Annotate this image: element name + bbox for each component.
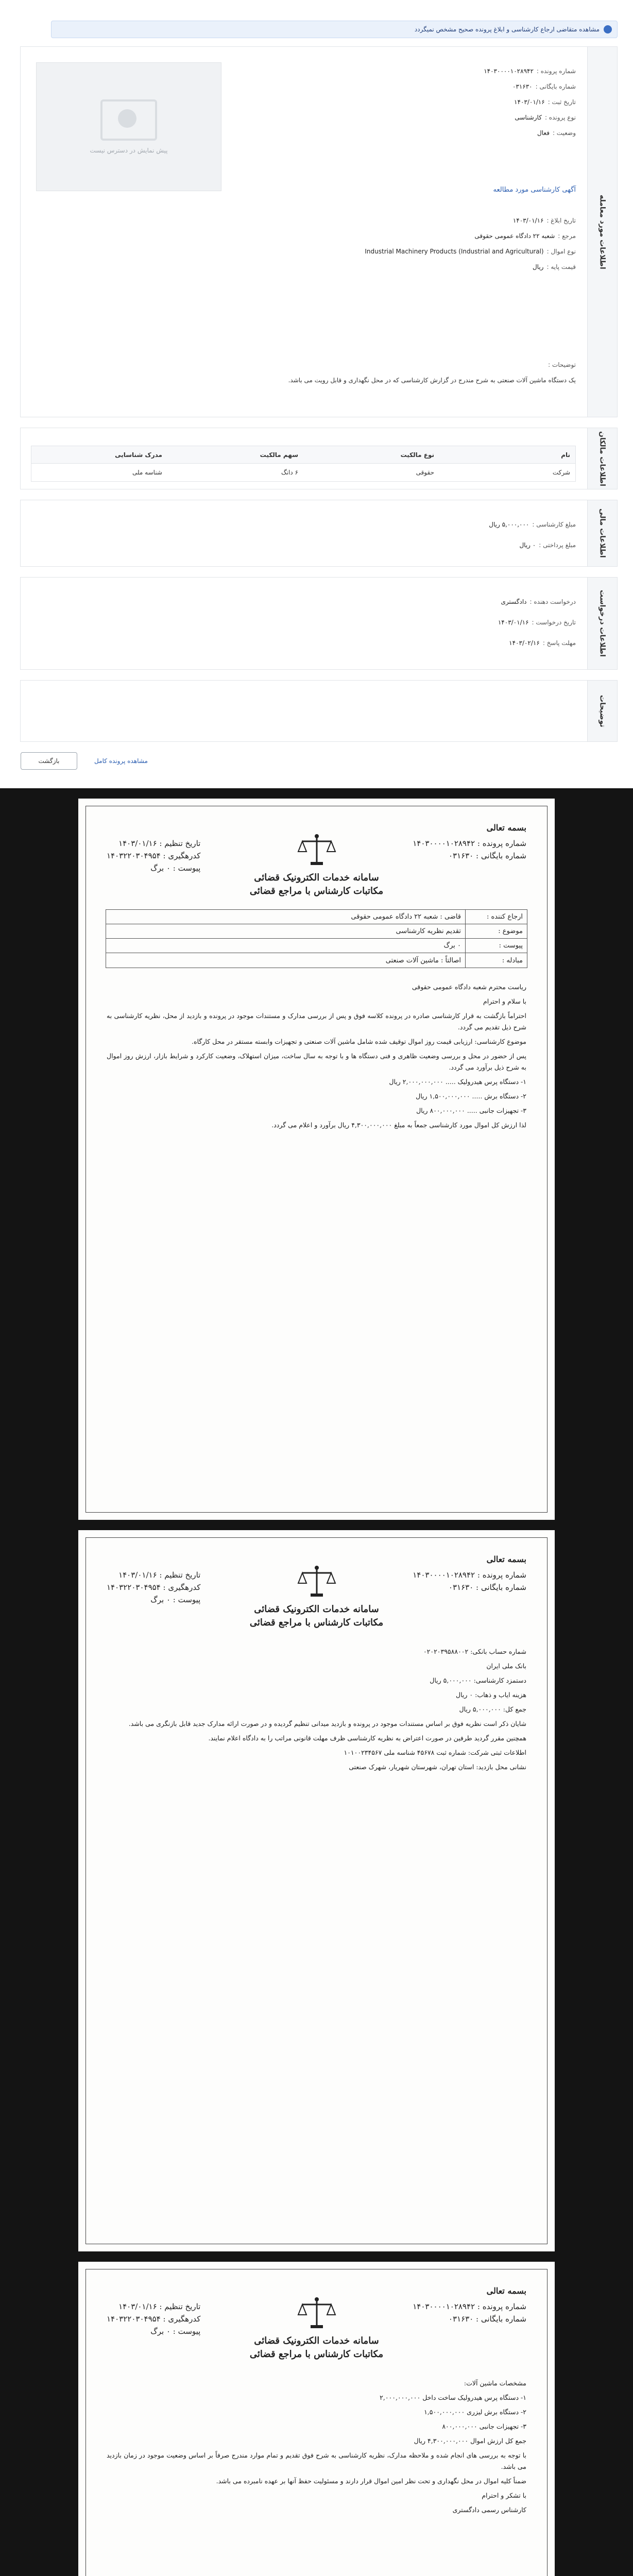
- back-button[interactable]: بازگشت: [21, 752, 77, 770]
- doc-body-3: مشخصات ماشین آلات: ۱- دستگاه پرس هیدرولیک ساخت داخل ۲,۰۰۰,۰۰۰,۰۰۰ ۲- دستگاه برش لیزری ۱,۵۰۰,۰۰۰,۰۰۰ ۳- تجهیزات جانبی ۸۰۰,۰۰۰,۰۰۰ جمع کل ارزش اموال ۴,۳۰۰,۰۰۰,۰۰۰ ریال با توجه به بررسی های انجام شده و ملاحظه مدارک، نظریه کارشناسی به شرح فوق تقدیم و تمام موارد مندرج صرفاً بر اساس وضعیت موجود در زمان بازدید می باشد. ضمناً کلیه اموال در محل نگهداری و تحت نظر امین اموال قرار دارند و مسئولیت حفظ آنها بر عهده نامبرده می باشد. با تشکر و احترام کارشناس رسمی دادگستری: [107, 2379, 526, 2514]
- table-row: شرکت حقوقی ۶ دانگ شناسه ملی: [132, 469, 570, 476]
- doc-header-right: بسمه تعالی شماره پرونده : ۱۴۰۳۰۰۰۰۱۰۲۸۹۴۲ شماره بایگانی : ۰۳۱۶۳۰: [413, 823, 526, 860]
- section-label: اطلاعات مالی: [598, 509, 607, 558]
- field-case-type: نوع پرونده :کارشناسی: [515, 114, 576, 121]
- field-paid: مبلغ پرداختی :۰ ریال: [519, 541, 576, 549]
- justice-scales-icon: [296, 2295, 337, 2331]
- owners-section: [20, 428, 618, 489]
- desc-text: یک دستگاه ماشین آلات صنعتی به شرح مندرج در گزارش کارشناسی که در محل نگهداری و قابل رویت می باشد.: [288, 377, 576, 384]
- field-base-price: قیمت پایه :ریال: [532, 263, 576, 270]
- field-case-no: شماره پرونده :۱۴۰۳۰۰۰۰۱۰۲۸۹۴۲: [484, 67, 576, 75]
- info-icon: [604, 25, 612, 33]
- image-placeholder: [36, 62, 221, 191]
- table-header: نام نوع مالکیت سهم مالکیت مدرک شناسایی: [31, 446, 575, 464]
- doc-header-left: تاریخ تنظیم : ۱۴۰۳/۰۱/۱۶ کدرهگیری : ۱۴۰۳۲۲۰۳۰۴۹۵۴ پیوست : ۰ برگ: [107, 1570, 201, 1604]
- doc-header-right: بسمه تعالی شماره پرونده : ۱۴۰۳۰۰۰۰۱۰۲۸۹۴۲ شماره بایگانی : ۰۳۱۶۳۰: [413, 2286, 526, 2324]
- section-label: اطلاعات درخواست: [598, 590, 607, 657]
- field-status: وضعیت :فعال: [537, 129, 576, 137]
- doc-org-title: سامانه خدمات الکترونیک قضائی مکاتبات کارشناس با مراجع قضائی: [249, 872, 384, 896]
- doc-header-left: تاریخ تنظیم : ۱۴۰۳/۰۱/۱۶ کدرهگیری : ۱۴۰۳۲۲۰۳۰۴۹۵۴ پیوست : ۰ برگ: [107, 839, 201, 873]
- doc-body-2: شماره حساب بانکی: ۰۲۰۲۰۳۹۵۸۸۰۰۲ بانک ملی ایران دستمزد کارشناسی: ۵,۰۰۰,۰۰۰ ریال هزینه ایاب و ذهاب: ۰ ریال جمع کل: ۵,۰۰۰,۰۰۰ ریال شایان ذکر است نظریه فوق بر اساس مستندات موجود در پرونده و بازدید میدانی تنظیم گردیده و در صورت ارائه مدارک جدید قابل بازنگری می باشد. همچنین مقرر گردید طرفین در صورت اعتراض به نظریه کارشناسی ظرف مهلت قانونی مراتب را به دادگاه اعلام نمایند. اطلاعات ثبتی شرکت: شماره ثبت ۴۵۶۷۸ شناسه ملی ۱۰۱۰۰۲۳۴۵۶۷ نشانی محل بازدید: استان تهران، شهرستان شهریار، شهرک صنعتی: [128, 1648, 526, 1771]
- doc-meta-table: ارجاع کننده : قاضی : شعبه ۲۲ دادگاه عمومی حقوقی موضوع : تقدیم نظریه کارشناسی پیوست : ۰ برگ مبادله : اصالتاً : ماشین آلات صنعتی: [106, 909, 527, 968]
- case-details-panel: [0, 0, 633, 788]
- document-page-3: [78, 2262, 555, 2576]
- image-placeholder-icon: [100, 99, 157, 141]
- section-label: توضیحات: [598, 694, 607, 727]
- field-deadline: مهلت پاسخ :۱۴۰۳/۰۲/۱۶: [509, 639, 576, 647]
- finance-section: [20, 500, 618, 567]
- document-page-2: [78, 1530, 555, 2251]
- field-asset-type: نوع اموال :Industrial Machinery Products (Industrial and Agricultural): [365, 248, 576, 255]
- request-section: [20, 577, 618, 670]
- notes-section: [20, 680, 618, 742]
- field-notify-date: تاریخ ابلاغ :۱۴۰۳/۰۱/۱۶: [512, 217, 576, 224]
- doc-org-title: سامانه خدمات الکترونیک قضائی مکاتبات کارشناس با مراجع قضائی: [249, 1604, 384, 1628]
- doc-org-title: سامانه خدمات الکترونیک قضائی مکاتبات کارشناس با مراجع قضائی: [249, 2335, 384, 2360]
- field-request-date: تاریخ درخواست :۱۴۰۳/۰۱/۱۶: [498, 619, 576, 626]
- desc-label: توضیحات :: [548, 361, 576, 368]
- field-authority: مرجع :شعبه ۲۲ دادگاه عمومی حقوقی: [474, 232, 576, 240]
- field-fee: مبلغ کارشناسی :۵,۰۰۰,۰۰۰ ریال: [489, 521, 576, 528]
- info-notice: [51, 21, 618, 38]
- doc-body-1: ریاست محترم شعبه دادگاه عمومی حقوقی با سلام و احترام احتراماً بازگشت به قرار کارشناسی صادره در پرونده کلاسه فوق و پس از بررسی مدارک و مستندات موجود در پرونده و بازدید از محل، نظریه کارشناسی به شرح ذیل تقدیم می گردد. موضوع کارشناسی: ارزیابی قیمت روز اموال توقیف شده شامل ماشین آلات صنعتی و تجهیزات وابسته مستقر در محل کارگاه. پس از حضور در محل و بررسی وضعیت ظاهری و فنی دستگاه ها و با توجه به سال ساخت، میزان استهلاک، وضعیت کارکرد و شرایط بازار، ارزش روز اموال به شرح ذیل برآورد می گردد. ۱- دستگاه پرس هیدرولیک ..... ۲,۰۰۰,۰۰۰,۰۰۰ ریال ۲- دستگاه برش ..... ۱,۵۰۰,۰۰۰,۰۰۰ ریال ۳- تجهیزات جانبی ..... ۸۰۰,۰۰۰,۰۰۰ ریال لذا ارزش کل اموال مورد کارشناسی جمعاً به مبلغ ۴,۳۰۰,۰۰۰,۰۰۰ ریال برآورد و اعلام می گردد.: [107, 983, 526, 1129]
- field-archive-no: شماره بایگانی :۰۳۱۶۳۰: [512, 83, 576, 90]
- property-info-section: [20, 46, 618, 417]
- section-label: اطلاعات مورد معامله: [598, 194, 607, 269]
- notice-text: مشاهده متقاضی ارجاع کارشناسی و ابلاغ پرونده صحیح مشخص نمیگردد: [414, 26, 600, 33]
- field-requester: درخواست دهنده :دادگستری: [501, 598, 576, 605]
- doc-header-left: تاریخ تنظیم : ۱۴۰۳/۰۱/۱۶ کدرهگیری : ۱۴۰۳۲۲۰۳۰۴۹۵۴ پیوست : ۰ برگ: [107, 2302, 201, 2336]
- document-page-1: [78, 799, 555, 1520]
- view-full-case-link[interactable]: مشاهده پرونده کامل: [82, 752, 160, 770]
- subsection-title[interactable]: آگهی کارشناسی مورد مطالعه: [493, 186, 576, 194]
- doc-header-right: بسمه تعالی شماره پرونده : ۱۴۰۳۰۰۰۰۱۰۲۸۹۴۲ شماره بایگانی : ۰۳۱۶۳۰: [413, 1554, 526, 1592]
- justice-scales-icon: [296, 832, 337, 868]
- owners-table: [31, 446, 576, 482]
- justice-scales-icon: [296, 1564, 337, 1600]
- image-placeholder-caption: پیش نمایش در دسترس نیست: [90, 147, 168, 154]
- section-label: اطلاعات مالکان: [598, 431, 607, 486]
- field-reg-date: تاریخ ثبت :۱۴۰۳/۰۱/۱۶: [514, 98, 576, 106]
